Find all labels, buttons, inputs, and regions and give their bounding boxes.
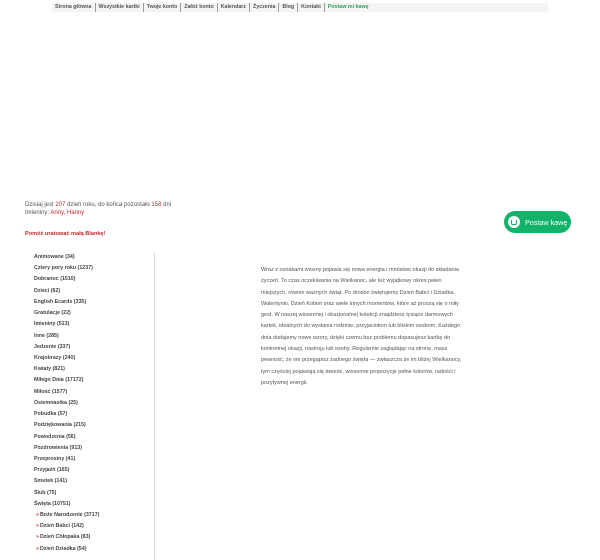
- nav-item[interactable]: Załóż konto: [180, 3, 216, 12]
- category-label: Dzień Chłopaka (83): [39, 534, 91, 541]
- category-item[interactable]: [34, 308, 154, 319]
- page-description: Wraz z oznakami wiosny pojawia się nowa energia i mnóstwo okazji do składania życzeń. To czas oczekiwania na Wielkanoc, ale też wyjątkowy okres pełen miejszych, równie ważnych świąt. Po drodze świętujemy Dzień Babci i Dziadka, Walentynki, Dzień Kobiet oraz wiele innych momentów, które aż proszą się o miły gest. W naszej wiosennej i okazjonalnej kolekcji znajdziesz tysiące darmowych kartek, idealnych do wysłania rodzinie, przyjaciołom lub bliskim osobom. Każdego dnia dodajemy nowe wzory, dzięki czemu bez problemu dopasujesz kartkę do konkretnej okazji, nastroju lub osoby. Regularnie zaglądając na stronę, masz pewność, że nie przegapisz żadnego święta — zwłaszcza że im bliżej Wielkanocy, tym częściej pojawiają się świeże, wiosenne propozycje pełne kolorów, radości i pozytywnej energii.: [261, 267, 462, 386]
- category-item[interactable]: [34, 432, 154, 443]
- nav-item[interactable]: Blog: [278, 3, 297, 12]
- nav-item[interactable]: Strona główna: [55, 4, 92, 10]
- top-navigation: [52, 3, 548, 12]
- nav-item[interactable]: Życzenia: [249, 3, 278, 12]
- category-label: Dzieci (62): [34, 287, 61, 294]
- subcategory-item[interactable]: [34, 544, 154, 555]
- nav-item[interactable]: Kontakt: [297, 3, 324, 12]
- nav-item[interactable]: Twoje konto: [143, 3, 181, 12]
- rescue-link[interactable]: Pomóż uratować małą Blankę!: [25, 231, 106, 237]
- day-of-year: 207: [55, 202, 66, 208]
- category-label: Osiemnastka (25): [34, 399, 78, 406]
- category-label: Animowane (34): [34, 254, 75, 260]
- arrow-icon: »: [36, 545, 39, 552]
- category-item[interactable]: [34, 465, 154, 476]
- nav-item[interactable]: Wszystkie kartki: [95, 3, 143, 12]
- category-item[interactable]: [34, 420, 154, 431]
- category-label: Imieniny (513): [34, 321, 70, 328]
- category-label: Powodzenia (56): [34, 433, 76, 440]
- arrow-icon: »: [36, 523, 39, 530]
- category-label: Przyjaźń (165): [34, 467, 70, 474]
- category-item[interactable]: [34, 409, 154, 420]
- coffee-cup-icon: [508, 216, 520, 228]
- arrow-icon: »: [36, 534, 39, 541]
- category-label: Ślub (75): [34, 489, 57, 496]
- category-item[interactable]: [34, 454, 154, 465]
- category-label: Krajobrazy (240): [34, 354, 76, 361]
- category-label: Cztery pory roku (1237): [34, 265, 93, 272]
- category-label: Miłego Dnia (17172): [34, 377, 84, 384]
- day-info-suffix: dni: [161, 202, 172, 208]
- category-label: Boże Narodzenie (3717): [39, 512, 100, 519]
- category-item[interactable]: [34, 252, 154, 263]
- coffee-button[interactable]: [504, 211, 571, 233]
- category-label: Pobudka (57): [34, 411, 68, 418]
- category-item[interactable]: [34, 398, 154, 409]
- category-label: Inne (285): [34, 332, 59, 339]
- category-label: English Ecards (335): [34, 298, 87, 305]
- category-item[interactable]: [34, 342, 154, 353]
- day-info-middle: dzień roku, do końca pozostało: [65, 202, 152, 208]
- category-item[interactable]: [34, 443, 154, 454]
- category-item[interactable]: [34, 274, 154, 285]
- nav-item[interactable]: Kalendarz: [217, 3, 249, 12]
- category-label: Dzień Dziadka (54): [39, 545, 87, 552]
- category-item[interactable]: [34, 375, 154, 386]
- category-label: Pozdrowienia (913): [34, 444, 82, 451]
- category-item[interactable]: [34, 476, 154, 487]
- category-item[interactable]: [34, 353, 154, 364]
- category-sidebar: [26, 252, 155, 560]
- category-list: [26, 252, 154, 555]
- category-item[interactable]: [34, 286, 154, 297]
- names-day-label: Imieniny:: [25, 210, 51, 216]
- coffee-button-label: Postaw kawę: [525, 217, 568, 227]
- arrow-icon: »: [36, 512, 39, 519]
- category-label: Podziękowania (215): [34, 422, 86, 429]
- subcategory-item[interactable]: [34, 521, 154, 532]
- day-info-prefix: Dzisiaj jest: [25, 202, 56, 208]
- category-item[interactable]: [34, 319, 154, 330]
- category-label: Kwiaty (821): [34, 366, 65, 373]
- category-label: Przeprosiny (41): [34, 455, 76, 462]
- category-label: Miłość (1577): [34, 388, 68, 395]
- category-item[interactable]: [34, 263, 154, 274]
- category-label: Dobranoc (1510): [34, 276, 76, 283]
- names-day-link[interactable]: Anny, Hanny: [50, 210, 85, 216]
- category-item[interactable]: [34, 387, 154, 398]
- day-info: [25, 201, 185, 217]
- category-item[interactable]: [34, 364, 154, 375]
- category-label: Smutek (141): [34, 478, 67, 485]
- nav-item[interactable]: Postaw mi kawę: [324, 3, 372, 12]
- days-left: 158: [151, 202, 162, 208]
- category-item[interactable]: [34, 488, 154, 499]
- category-item[interactable]: [34, 297, 154, 308]
- subcategory-item[interactable]: [34, 532, 154, 543]
- category-label: Dzień Babci (142): [39, 523, 84, 530]
- subcategory-item[interactable]: [34, 510, 154, 521]
- category-label: Jedzenie (337): [34, 343, 71, 350]
- category-label: Gratulacje (22): [34, 310, 71, 317]
- category-label: Święta (10751): [34, 500, 71, 507]
- category-item[interactable]: [34, 331, 154, 342]
- category-item[interactable]: [34, 499, 154, 510]
